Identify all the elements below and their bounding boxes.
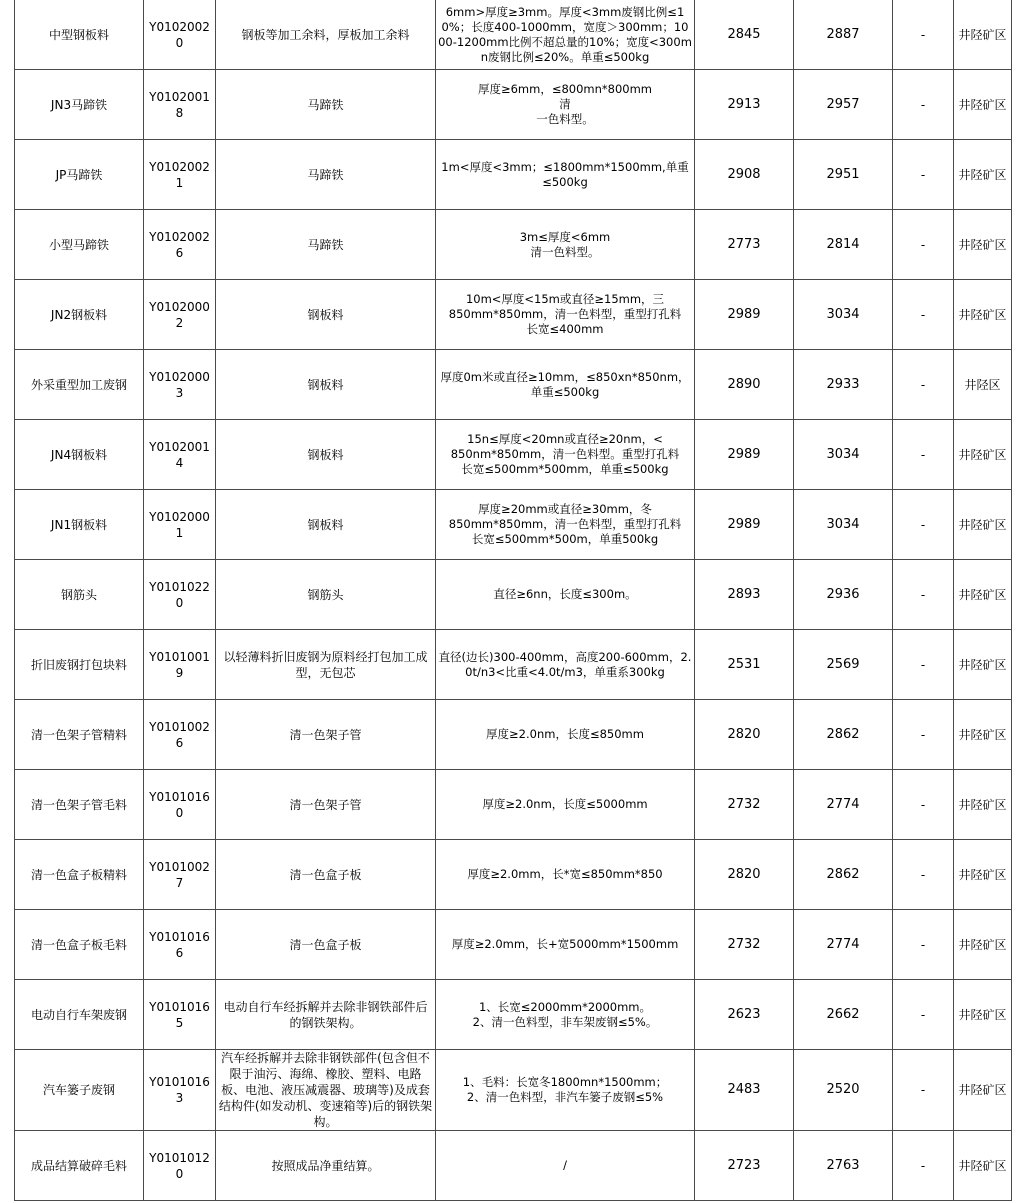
price-cell: 2723: [695, 1131, 794, 1201]
material-code-cell: Y01010027: [144, 840, 216, 910]
region-cell: 井陉矿区: [954, 910, 1012, 980]
description-cell: 清一色盒子板: [216, 910, 436, 980]
material-name-cell: JN4钢板料: [15, 420, 144, 490]
table-row: [15, 630, 1012, 700]
price-cell: 2989: [695, 420, 794, 490]
material-name-cell: 折旧废钢打包块料: [15, 630, 144, 700]
material-name-cell: JN3马蹄铁: [15, 70, 144, 140]
material-name-cell: 汽车篓子废钢: [15, 1050, 144, 1131]
change-cell: -: [893, 560, 954, 630]
material-code-cell: Y01010220: [144, 560, 216, 630]
material-code-cell: Y01010165: [144, 980, 216, 1050]
region-cell: 井陉矿区: [954, 1131, 1012, 1201]
price-cell: 2814: [794, 210, 893, 280]
table-row: [15, 840, 1012, 910]
material-code-cell: Y01020020: [144, 0, 216, 70]
table-row: [15, 210, 1012, 280]
table-row: [15, 560, 1012, 630]
price-cell: 2820: [695, 700, 794, 770]
description-cell: 钢筋头: [216, 560, 436, 630]
price-cell: 2483: [695, 1050, 794, 1131]
spec-line: 清一色料型。: [530, 244, 600, 259]
table-row: [15, 0, 1012, 70]
change-cell: -: [893, 630, 954, 700]
spec-line: 2、清一色料型，非汽车篓子废钢≤5%: [466, 1090, 664, 1104]
material-code-cell: Y01010160: [144, 770, 216, 840]
table-row: [15, 1131, 1012, 1201]
region-cell: 井陉矿区: [954, 420, 1012, 490]
description-cell: 电动自行车经拆解并去除非钢铁部件后的钢铁架构。: [216, 980, 436, 1050]
material-code-cell: Y01020003: [144, 350, 216, 420]
region-cell: 井陉矿区: [954, 700, 1012, 770]
region-cell: 井陉矿区: [954, 630, 1012, 700]
table-row: [15, 280, 1012, 350]
description-cell: 按照成品净重结算。: [216, 1131, 436, 1201]
spec-line: 850mm*850mm，清一色料型，重型打孔料: [448, 307, 682, 321]
price-cell: 2820: [695, 840, 794, 910]
spec-line: 厚度≥6mm，≤800mn*800mm: [477, 82, 653, 96]
change-cell: -: [893, 840, 954, 910]
table-row: [15, 700, 1012, 770]
spec-line: 一色料型。: [536, 112, 594, 126]
region-cell: 井陉矿区: [954, 980, 1012, 1050]
price-cell: 3034: [794, 280, 893, 350]
description-cell: 马蹄铁: [216, 140, 436, 210]
change-cell: -: [893, 910, 954, 980]
spec-line: 清: [559, 97, 571, 111]
change-cell: -: [893, 700, 954, 770]
specification-cell: [436, 490, 695, 560]
price-cell: 2913: [695, 70, 794, 140]
description-cell: 钢板料: [216, 350, 436, 420]
material-code-cell: Y01020018: [144, 70, 216, 140]
change-cell: -: [893, 770, 954, 840]
description-cell: 钢板料: [216, 420, 436, 490]
spec-line: 长宽≤500mm*500m，单重500kg: [471, 532, 659, 546]
material-name-cell: 清一色盒子板精料: [15, 840, 144, 910]
table-row: [15, 770, 1012, 840]
spec-line: 3m≤厚度<6mm: [519, 229, 611, 244]
price-cell: 2623: [695, 980, 794, 1050]
description-cell: 清一色盒子板: [216, 840, 436, 910]
material-code-cell: Y01010120: [144, 1131, 216, 1201]
change-cell: -: [893, 280, 954, 350]
description-cell: 清一色架子管: [216, 770, 436, 840]
price-cell: 2989: [695, 490, 794, 560]
description-cell: 钢板料: [216, 490, 436, 560]
spec-line: 长宽≤400mm: [526, 322, 604, 336]
spec-line: 2、清一色料型，非车架废钢≤5%。: [472, 1014, 658, 1029]
price-cell: 2951: [794, 140, 893, 210]
price-cell: 2933: [794, 350, 893, 420]
description-cell: 钢板等加工余料，厚板加工余料: [216, 0, 436, 70]
price-cell: 2763: [794, 1131, 893, 1201]
region-cell: 井陉矿区: [954, 0, 1012, 70]
spec-line: 15n≤厚度<20mn或直径≥20nm，<: [467, 432, 663, 446]
material-name-cell: JN2钢板料: [15, 280, 144, 350]
spec-line: 1、毛料：长宽冬1800mn*1500mm；: [462, 1075, 668, 1089]
price-cell: 2662: [794, 980, 893, 1050]
description-cell: 钢板料: [216, 280, 436, 350]
price-cell: 2890: [695, 350, 794, 420]
change-cell: -: [893, 140, 954, 210]
region-cell: 井陉矿区: [954, 840, 1012, 910]
price-cell: 2569: [794, 630, 893, 700]
spec-line: 10m<厚度<15m或直径≥15mm，三: [465, 292, 665, 306]
material-code-cell: Y01020001: [144, 490, 216, 560]
change-cell: -: [893, 1050, 954, 1131]
specification-cell: [436, 280, 695, 350]
material-code-cell: Y01010026: [144, 700, 216, 770]
region-cell: 井陉矿区: [954, 280, 1012, 350]
specification-cell: 厚度0m米或直径≥10mm，≤850xn*850nm，单重≤500kg: [436, 350, 695, 420]
price-cell: 3034: [794, 420, 893, 490]
specification-cell: 厚度≥2.0nm，长度≤5000mm: [436, 770, 695, 840]
price-cell: 2908: [695, 140, 794, 210]
specification-cell: [436, 420, 695, 490]
change-cell: -: [893, 980, 954, 1050]
material-code-cell: Y01020014: [144, 420, 216, 490]
change-cell: -: [893, 350, 954, 420]
specification-cell: [436, 980, 695, 1050]
change-cell: -: [893, 0, 954, 70]
material-code-cell: Y01020002: [144, 280, 216, 350]
price-cell: 2520: [794, 1050, 893, 1131]
material-name-cell: 清一色架子管精料: [15, 700, 144, 770]
material-code-cell: Y01020021: [144, 140, 216, 210]
specification-cell: 厚度≥2.0mm，长+宽5000mm*1500mm: [436, 910, 695, 980]
table-row: [15, 70, 1012, 140]
price-cell: 2773: [695, 210, 794, 280]
price-cell: 2774: [794, 910, 893, 980]
price-cell: 2862: [794, 700, 893, 770]
material-name-cell: 清一色架子管毛料: [15, 770, 144, 840]
price-cell: 2732: [695, 770, 794, 840]
material-name-cell: 成品结算破碎毛料: [15, 1131, 144, 1201]
table-row: [15, 420, 1012, 490]
spec-line: 850nm*850mm，清一色料型。重型打孔料: [450, 447, 680, 461]
specification-cell: 直径≥6nn，长度≤300m。: [436, 560, 695, 630]
description-cell: 马蹄铁: [216, 70, 436, 140]
material-name-cell: JN1钢板料: [15, 490, 144, 560]
region-cell: 井陉矿区: [954, 210, 1012, 280]
specification-cell: [436, 210, 695, 280]
material-code-cell: Y01010163: [144, 1050, 216, 1131]
specification-cell: [436, 70, 695, 140]
description-cell: 以轻薄料折旧废钢为原料经打包加工成型，无包芯: [216, 630, 436, 700]
material-name-cell: 外采重型加工废钢: [15, 350, 144, 420]
specification-cell: /: [436, 1131, 695, 1201]
region-cell: 井陉矿区: [954, 490, 1012, 560]
region-cell: 井陉矿区: [954, 770, 1012, 840]
material-name-cell: 钢筋头: [15, 560, 144, 630]
table-row: [15, 1050, 1012, 1131]
change-cell: -: [893, 1131, 954, 1201]
material-code-cell: Y01020026: [144, 210, 216, 280]
price-cell: 2845: [695, 0, 794, 70]
price-cell: 2774: [794, 770, 893, 840]
price-table: [14, 0, 1012, 1201]
specification-cell: 厚度≥2.0mm，长*宽≤850mm*850: [436, 840, 695, 910]
change-cell: -: [893, 70, 954, 140]
specification-cell: [436, 1050, 695, 1131]
material-code-cell: Y01010019: [144, 630, 216, 700]
specification-cell: 6mm>厚度≥3mm。厚度<3mm废钢比例≤10%；长度400-1000mm，宽度＞300mm；1000-1200mm比例不超总量的10%；宽度<300mn废钢比例≤20%。单重≤500kg: [436, 0, 695, 70]
price-cell: 2936: [794, 560, 893, 630]
price-cell: 2887: [794, 0, 893, 70]
price-cell: 2862: [794, 840, 893, 910]
description-cell: 马蹄铁: [216, 210, 436, 280]
table-row: [15, 350, 1012, 420]
table-row: [15, 490, 1012, 560]
change-cell: -: [893, 490, 954, 560]
spec-line: 1、长宽≤2000mm*2000mm。: [478, 999, 652, 1014]
change-cell: -: [893, 420, 954, 490]
price-table-body: [15, 0, 1012, 1201]
spec-line: 长宽≤500mm*500mm，单重≤500kg: [461, 462, 669, 476]
material-name-cell: 中型钢板料: [15, 0, 144, 70]
price-cell: 2989: [695, 280, 794, 350]
table-row: [15, 910, 1012, 980]
table-row: [15, 140, 1012, 210]
spec-line: 厚度≥20mm或直径≥30mm，冬: [478, 502, 652, 516]
material-code-cell: Y01010166: [144, 910, 216, 980]
spec-line: 850mm*850mm，清一色料型，重型打孔料: [448, 517, 682, 531]
material-name-cell: 电动自行车架废钢: [15, 980, 144, 1050]
region-cell: 井陉矿区: [954, 1050, 1012, 1131]
specification-cell: 直径(边长)300-400mm，高度200-600mm，2.0t/n3<比重<4.0t/m3，单重系300kg: [436, 630, 695, 700]
price-cell: 3034: [794, 490, 893, 560]
change-cell: -: [893, 210, 954, 280]
material-name-cell: 清一色盒子板毛料: [15, 910, 144, 980]
description-cell: 清一色架子管: [216, 700, 436, 770]
price-cell: 2531: [695, 630, 794, 700]
specification-cell: 厚度≥2.0nm，长度≤850mm: [436, 700, 695, 770]
material-name-cell: JP马蹄铁: [15, 140, 144, 210]
region-cell: 井陉矿区: [954, 140, 1012, 210]
price-cell: 2732: [695, 910, 794, 980]
table-row: [15, 980, 1012, 1050]
region-cell: 井陉矿区: [954, 560, 1012, 630]
material-name-cell: 小型马蹄铁: [15, 210, 144, 280]
specification-cell: 1m<厚度<3mm；≤1800mm*1500mm,单重≤500kg: [436, 140, 695, 210]
description-cell: 汽车经拆解并去除非钢铁部件(包含但不限于油污、海绵、橡胶、塑料、电路板、电池、液压减震器、玻璃等)及成套结构件(如发动机、变速箱等)后的钢铁架构。: [216, 1050, 436, 1131]
price-cell: 2957: [794, 70, 893, 140]
region-cell: 井陉矿区: [954, 70, 1012, 140]
price-cell: 2893: [695, 560, 794, 630]
region-cell: 井陉区: [954, 350, 1012, 420]
